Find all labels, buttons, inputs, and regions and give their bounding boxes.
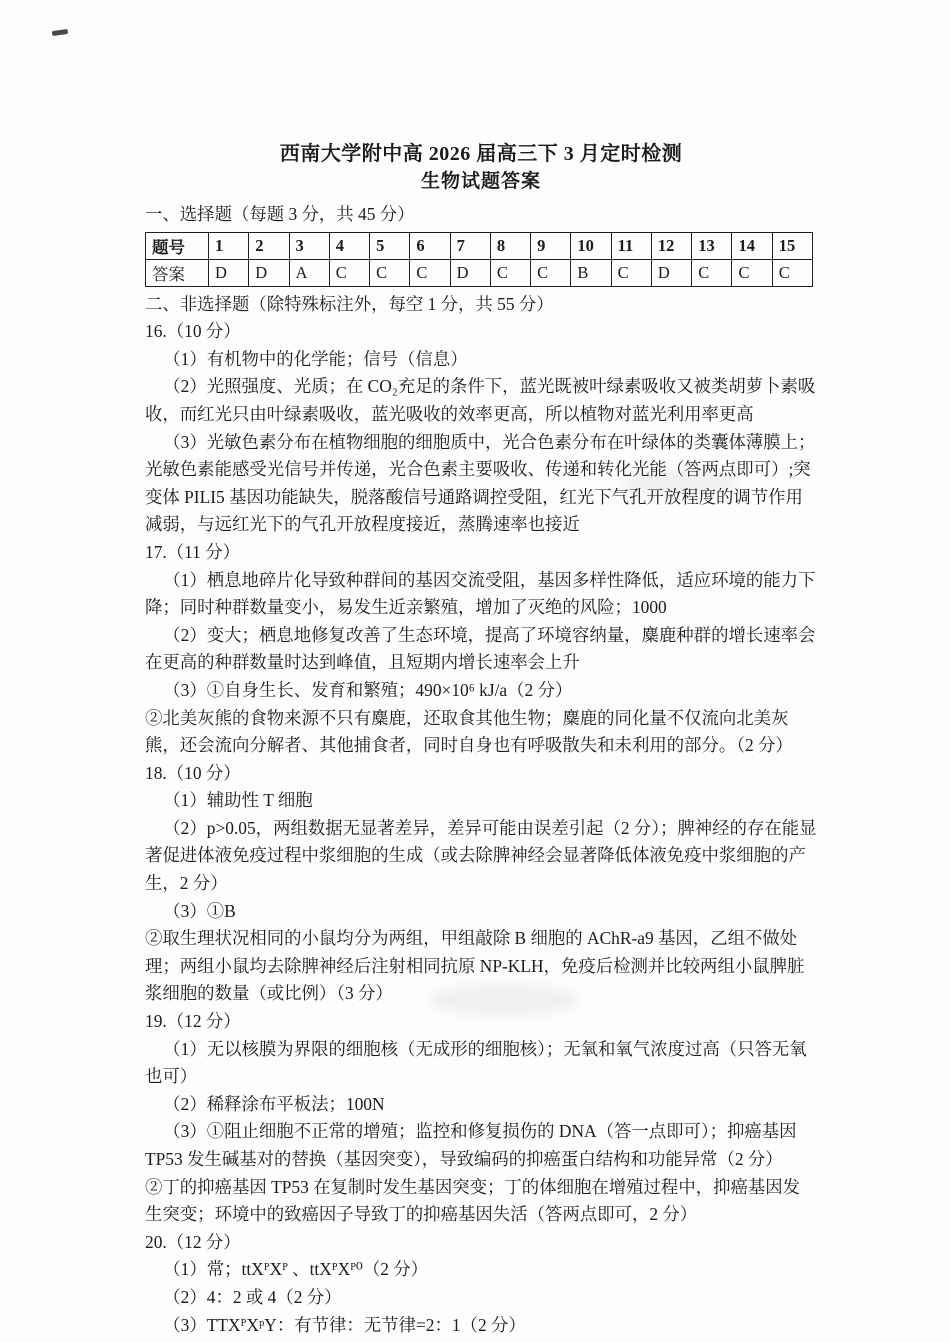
answer-paragraph: （1）无以核膜为界限的细胞核（无成形的细胞核）；无氧和氧气浓度过高（只答无氧也可） [145,1038,807,1087]
answer-key-table [145,232,813,287]
answer-paragraph: （2）p>0.05，两组数据无显著差异，差异可能由误差引起（2 分）；脾神经的存在能显著促进体液免疫过程中浆细胞的生成（或去除脾神经会显著降低体液免疫中浆细胞的产生，2 分） [145,817,817,894]
answer-cell: B [571,259,611,286]
question-number-cell: 10 [571,232,611,259]
answer-cell: C [611,259,651,286]
answer-cell: C [329,259,369,286]
section1-heading: 一、选择题（每题 3 分，共 45 分） [145,204,415,224]
row-label-numbers: 题号 [146,232,209,259]
answer-paragraph: （3）①阻止细胞不正常的增殖；监控和修复损伤的 DNA（答一点即可）；抑癌基因 TP53 发生碱基对的替换（基因突变），导致编码的抑癌蛋白结构和功能异常（2 分） [145,1121,797,1169]
answer-paragraph: （1）有机物中的化学能；信号（信息） [163,348,468,369]
question-number-cell: 13 [692,232,732,259]
question-number-cell: 7 [450,232,490,259]
question-19-heading: 19.（12 分） [145,1011,241,1032]
question-18-heading: 18.（10 分） [145,762,241,783]
section2-heading: 二、非选择题（除特殊标注外，每空 1 分，共 55 分） [145,293,554,314]
question-number-cell: 14 [732,232,772,259]
answer-paragraph: （2）稀释涂布平板法；100N [163,1093,385,1114]
question-17-heading: 17.（11 分） [145,541,241,562]
question-16-heading: 16.（10 分） [145,321,241,342]
answer-paragraph: （2）变大；栖息地修复改善了生态环境，提高了环境容纳量，麋鹿种群的增长速率会在更高的种群数量时达到峰值，且短期内增长速率会上升 [145,624,816,673]
answer-paragraph: （1）辅助性 T 细胞 [163,790,313,811]
answer-paragraph: （3）光敏色素分布在植物细胞的细胞质中，光合色素分布在叶绿体的类囊体薄膜上；光敏色素能感受光信号并传递，光合色素主要吸收、传递和转化光能（答两点即可）;突变体 PILI5 基因功能缺失，脱落酸信号通路调控受阻，红光下气孔开放程度的调节作用减弱，与远红光下的气孔开放程度接近，蒸腾速率也接近 [145,431,816,535]
answer-paragraph: （3）①自身生长、发育和繁殖；490×10⁶ kJ/a（2 分） [163,679,573,700]
question-number-cell: 9 [531,232,571,259]
scan-artifact [52,29,69,36]
answer-cell: C [370,259,410,286]
question-number-row [146,232,813,259]
row-label-answers: 答案 [146,259,209,286]
answer-paragraph: （2）4：2 或 4（2 分） [163,1286,342,1307]
question-number-cell: 1 [209,232,249,259]
question-number-cell: 5 [370,232,410,259]
answer-paragraph: （3）TTXᴾXᵖY：有节律：无节律=2：1（2 分） [163,1314,526,1335]
answer-paragraph: （3）①B [163,900,236,921]
answer-paragraph: ②北美灰熊的食物来源不只有麋鹿，还取食其他生物；麋鹿的同化量不仅流向北美灰熊，还会流向分解者、其他捕食者，同时自身也有呼吸散失和未利用的部分。（2 分） [145,707,793,756]
document-body [145,140,817,1339]
answer-paragraph: ②取生理状况相同的小鼠均分为两组，甲组敲除 B 细胞的 AChR-a9 基因，乙组不做处理；两组小鼠均去除脾神经后注射相同抗原 NP-KLH，免疫后检测并比较两组小鼠脾脏浆细胞的数量（或比例）（3 分） [145,928,805,1004]
answer-cell: C [692,259,732,286]
answer-paragraph: ②丁的抑癌基因 TP53 在复制时发生基因突变；丁的体细胞在增殖过程中，抑癌基因发生突变；环境中的致癌因子导致丁的抑癌基因失活（答两点即可，2 分） [145,1176,801,1225]
question-number-cell: 6 [410,232,450,259]
answer-cell: A [289,259,329,286]
answer-paragraph: （1）栖息地碎片化导致种群间的基因交流受阻，基因多样性降低，适应环境的能力下降；同时种群数量变小，易发生近亲繁殖，增加了灭绝的风险；1000 [145,569,816,618]
question-number-cell: 11 [611,232,651,259]
answer-cell: D [249,259,289,286]
answer-cell: D [209,259,249,286]
question-number-cell: 3 [289,232,329,259]
question-number-cell: 2 [249,232,289,259]
question-20-heading: 20.（12 分） [145,1231,241,1252]
page-title: 西南大学附中高 2026 届高三下 3 月定时检测 [279,143,683,165]
answer-paragraph: （2）光照强度、光质；在 CO₂充足的条件下，蓝光既被叶绿素吸收又被类胡萝卜素吸收，而红光只由叶绿素吸收，蓝光吸收的效率更高，所以植物对蓝光利用率更高 [145,376,816,424]
question-number-cell: 12 [651,232,691,259]
question-number-cell: 8 [490,232,530,259]
answer-row [146,259,813,286]
question-number-cell: 15 [772,232,812,259]
answer-cell: C [531,259,571,286]
answer-paragraph: （1）常；ttXᴾXᴾ 、ttXᴾXᴾ⁰（2 分） [163,1259,429,1280]
answer-cell: C [490,259,530,286]
page-subtitle: 生物试题答案 [420,171,541,192]
answer-cell: D [450,259,490,286]
question-number-cell: 4 [329,232,369,259]
answer-cell: C [410,259,450,286]
answer-cell: D [651,259,691,286]
answer-cell: C [732,259,772,286]
answer-cell: C [772,259,812,286]
